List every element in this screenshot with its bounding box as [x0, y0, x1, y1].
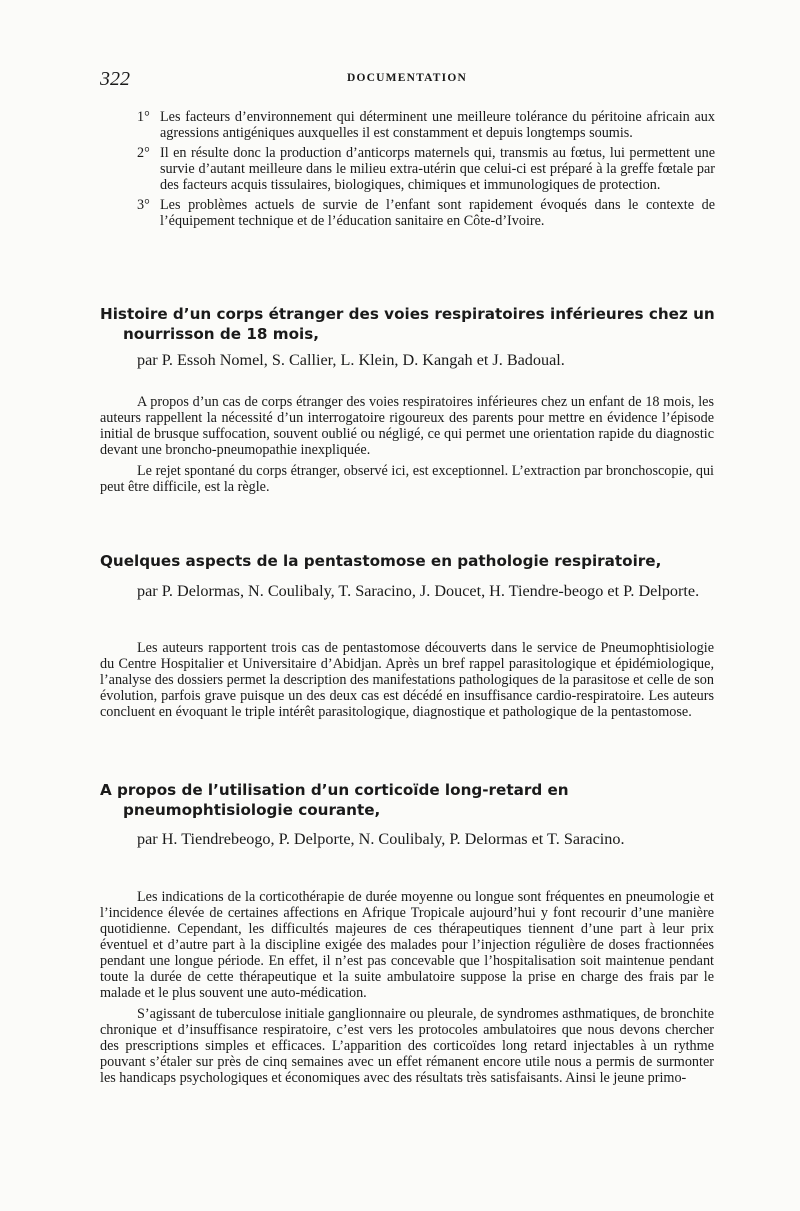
- article-title: Histoire d’un corps étranger des voies respiratoires inférieures chez un nourrisson de 18 mois,: [100, 305, 715, 343]
- running-head: DOCUMENTATION: [347, 72, 467, 84]
- article-title: Quelques aspects de la pentastomose en pathologie respiratoire,: [100, 552, 662, 570]
- list-item-text: Il en résulte donc la production d’anticorps maternels qui, transmis au fœtus, lui permettent une survie d’autant meilleure dans le milieu extra-utérin que celui-ci est préparé à la greffe fœtale par des facteurs acquis tissulaires, biologiques, chimiques et immunologiques de protection.: [160, 145, 715, 193]
- intro-list: [137, 109, 715, 233]
- article-body: [100, 394, 714, 500]
- paragraph: S’agissant de tuberculose initiale ganglionnaire ou pleurale, de syndromes asthmatiques, de bronchite chronique et d’insuffisance respiratoire, c’est vers les protocoles ambulatoires que nous devons chercher des prescriptions simples et efficaces. L’apparition des corticoïdes long retard injectables à un rythme pouvant s’étaler sur près de cinq semaines avec un effet rémanent encore utile nous a permis de surmonter les handicaps psychologiques et économiques avec des résultats très satisfaisants. Ainsi le jeune primo-: [100, 1006, 714, 1086]
- paragraph: Les indications de la corticothérapie de durée moyenne ou longue sont fréquentes en pneumologie et l’incidence élevée de certaines affections en Afrique Tropicale aujourd’hui y font recourir d’une manière quotidienne. Cependant, les difficultés majeures de ces thérapeutiques tiennent d’une part à leur prix éventuel et d’autre part à la discipline exigée des malades pour l’injection régulière de doses fractionnées pendant une longue période. En effet, il n’est pas concevable que l’hospitalisation soit maintenue pendant toute la durée de cette thérapeutique et la suite ambulatoire suppose la prise en charge des frais par le malade et le plus souvent une auto-médication.: [100, 889, 714, 1001]
- article-body: [100, 889, 714, 1091]
- list-item-number: 1°: [137, 109, 150, 125]
- page-header: [100, 68, 714, 92]
- paragraph: A propos d’un cas de corps étranger des voies respiratoires inférieures chez un enfant de 18 mois, les auteurs rappellent la nécessité d’un interrogatoire rigoureux des parents pour mettre en évidence l’épisode initial de brusque suffocation, souvent oublié ou négligé, ce qui permet une orientation rapide du diagnostic devant une broncho-pneumopathie inexpliquée.: [100, 394, 714, 458]
- list-item: [137, 145, 715, 193]
- list-item: [137, 197, 715, 229]
- article-title: A propos de l’utilisation d’un corticoïde long-retard en pneumophtisiologie courante,: [100, 781, 569, 819]
- article-authors: par P. Delormas, N. Coulibaly, T. Saracino, J. Doucet, H. Tiendre-beogo et P. Delporte.: [137, 582, 700, 600]
- list-item: [137, 109, 715, 141]
- list-item-text: Les facteurs d’environnement qui déterminent une meilleure tolérance du péritoine africain aux agressions antigéniques auxquelles il est constamment et depuis longtemps soumis.: [160, 109, 715, 141]
- list-item-number: 3°: [137, 197, 150, 213]
- list-item-number: 2°: [137, 145, 150, 161]
- page-number: 322: [100, 68, 130, 90]
- article-authors: par P. Essoh Nomel, S. Callier, L. Klein, D. Kangah et J. Badoual.: [137, 351, 565, 369]
- paragraph: Le rejet spontané du corps étranger, observé ici, est exceptionnel. L’extraction par bronchoscopie, qui peut être difficile, est la règle.: [100, 463, 714, 495]
- paragraph: Les auteurs rapportent trois cas de pentastomose découverts dans le service de Pneumophtisiologie du Centre Hospitalier et Universitaire d’Abidjan. Après un bref rappel parasitologique et épidémiologique, l’analyse des dossiers permet la description des manifestations pathologiques de la parasitose et celle de son évolution, parfois grave puisque un des deux cas est décédé en insuffisance cardio-respiratoire. Les auteurs concluent en évoquant le triple intérêt parasitologique, diagnostique et pathologique de la pentastomose.: [100, 640, 714, 720]
- article-authors: par H. Tiendrebeogo, P. Delporte, N. Coulibaly, P. Delormas et T. Saracino.: [137, 830, 625, 848]
- article-body: [100, 640, 714, 725]
- list-item-text: Les problèmes actuels de survie de l’enfant sont rapidement évoqués dans le contexte de l’équipement technique et de l’éducation sanitaire en Côte-d’Ivoire.: [160, 197, 715, 229]
